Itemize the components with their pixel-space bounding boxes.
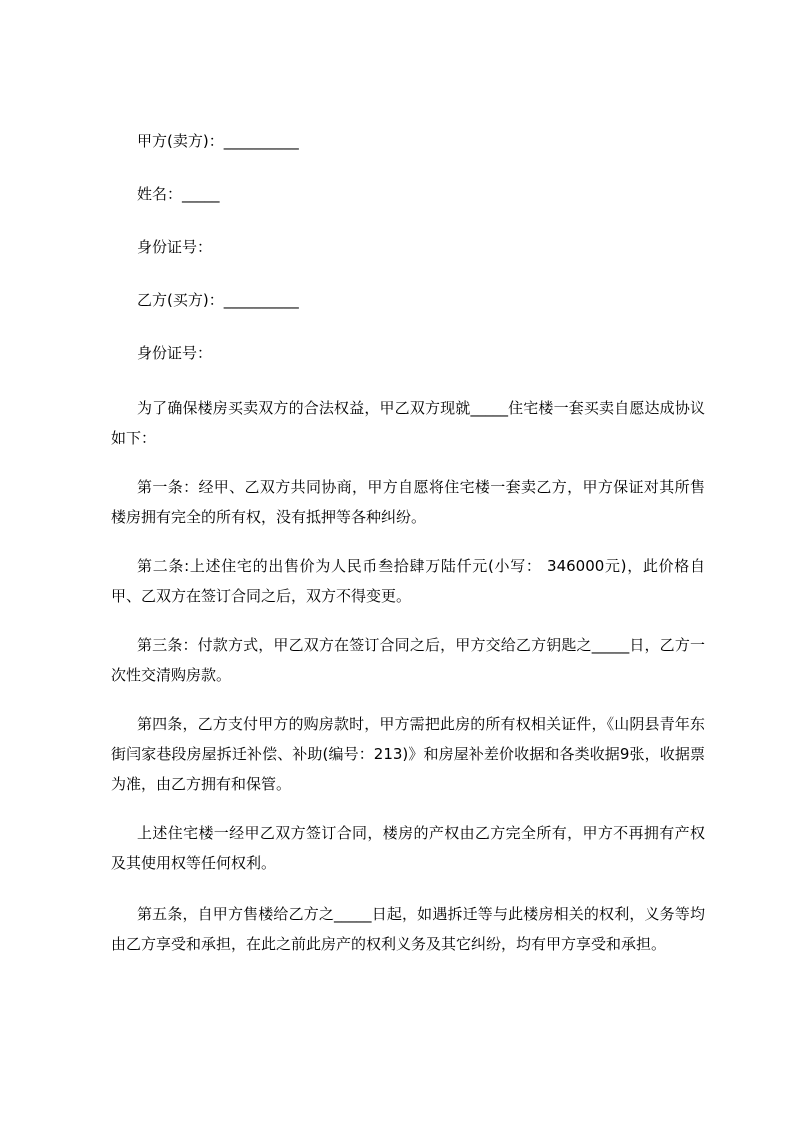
ownership-transfer-paragraph: 上述住宅楼一经甲乙双方签订合同，楼房的产权由乙方完全所有，甲方不再拥有产权及其使用权等任何权利。: [111, 824, 705, 872]
buyer-id-number-line: 身份证号：: [137, 344, 213, 362]
party-b-buyer-line: 乙方(买方)：__________: [137, 291, 299, 309]
article-2-paragraph: 第二条:上述住宅的出售价为人民币叁拾肆万陆仟元(小写： 346000元)，此价格自甲、乙双方在签订合同之后，双方不得变更。: [111, 557, 705, 605]
seller-id-number-line: 身份证号：: [137, 238, 213, 256]
party-a-seller-line: 甲方(卖方)：__________: [137, 132, 299, 150]
article-4-paragraph: 第四条，乙方支付甲方的购房款时，甲方需把此房的所有权相关证件，《山阴县青年东街闫家巷段房屋拆迁补偿、补助(编号：213)》和房屋补差价收据和各类收据9张，收据票为准，由乙方拥有和保管。: [111, 715, 705, 793]
article-5-paragraph: 第五条，自甲方售楼给乙方之_____日起，如遇拆迁等与此楼房相关的权利，义务等均由乙方享受和承担，在此之前此房产的权利义务及其它纠纷，均有甲方享受和承担。: [111, 905, 705, 953]
article-1-paragraph: 第一条：经甲、乙双方共同协商，甲方自愿将住宅楼一套卖乙方，甲方保证对其所售楼房拥有完全的所有权，没有抵押等各种纠纷。: [111, 478, 705, 526]
seller-name-line: 姓名：_____: [137, 185, 220, 203]
preamble-paragraph: 为了确保楼房买卖双方的合法权益，甲乙双方现就_____住宅楼一套买卖自愿达成协议如下：: [111, 399, 705, 447]
article-3-paragraph: 第三条：付款方式，甲乙双方在签订合同之后，甲方交给乙方钥匙之_____日，乙方一次性交清购房款。: [111, 636, 705, 684]
